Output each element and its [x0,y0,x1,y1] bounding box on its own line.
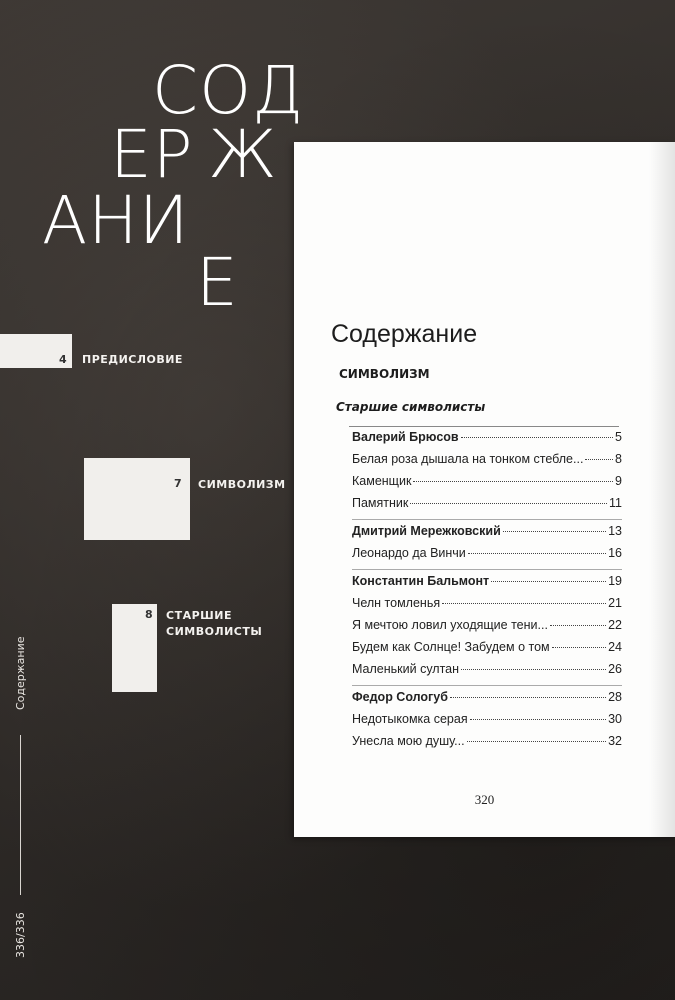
toc-entry-page: 26 [608,662,622,676]
paper-edge-shadow [649,142,675,837]
toc-entry[interactable] [352,712,622,730]
leader-dots [550,625,606,626]
side-nav-title: Содержание [14,636,27,710]
leader-dots [461,669,606,670]
toc-entry-page: 8 [615,452,622,466]
toc-section-heading: СИМВОЛИЗМ [339,367,430,381]
toc-entry-page: 21 [608,596,622,610]
toc-entry[interactable] [352,596,622,614]
toc-entry-author[interactable] [352,574,622,592]
toc-entry-page: 24 [608,640,622,654]
toc-entry[interactable] [352,474,622,492]
side-page-counter: 336/336 [14,912,27,958]
toc-entry-page: 32 [608,734,622,748]
leader-dots [468,553,606,554]
toc-author-divider [352,569,622,570]
toc-entry-name: Памятник [352,496,409,510]
toc-entry-name: Будем как Солнце! Забудем о том [352,640,550,654]
leader-dots [491,581,606,582]
section-number-symbolism: 7 [174,477,182,490]
toc-entry-page: 5 [615,430,622,444]
cover-title-line-2b: Ж [208,116,278,193]
toc-entry-name: Каменщик [352,474,412,488]
section-label-symbolism[interactable]: СИМВОЛИЗМ [198,478,286,491]
toc-entry-name: Леонардо да Винчи [352,546,466,560]
toc-entry[interactable] [352,662,622,680]
cover-title-line-1: СОД [152,52,305,129]
toc-entry-author[interactable] [352,430,622,448]
side-nav-divider [20,735,21,895]
toc-entry-author[interactable] [352,524,622,542]
toc-entry-page: 9 [615,474,622,488]
toc-entry-name: Константин Бальмонт [352,574,490,588]
toc-entry-page: 16 [608,546,622,560]
toc-entry[interactable] [352,618,622,636]
toc-author-divider [352,685,622,686]
toc-entry-name: Валерий Брюсов [352,430,459,444]
leader-dots [503,531,606,532]
toc-entry-author[interactable] [352,690,622,708]
toc-entry-name: Федор Сологуб [352,690,448,704]
cover-title-line-4: Е [196,244,239,321]
toc-entry[interactable] [352,546,622,564]
section-label-preface[interactable]: ПРЕДИСЛОВИЕ [82,353,183,366]
toc-entry[interactable] [352,734,622,752]
toc-entry-name: Дмитрий Мережковский [352,524,501,538]
toc-entry-page: 22 [608,618,622,632]
leader-dots [552,647,606,648]
section-number-preface: 4 [59,353,67,366]
leader-dots [470,719,607,720]
toc-entry-name: Унесла мою душу... [352,734,465,748]
toc-entry-name: Белая роза дышала на тонком стебле... [352,452,584,466]
toc-entry[interactable] [352,496,622,514]
toc-entry-page: 28 [608,690,622,704]
toc-entry-name: Недотыкомка серая [352,712,468,726]
toc-title: Содержание [331,320,478,348]
section-marker-symbolism [84,458,190,540]
leader-dots [467,741,607,742]
toc-entry-name: Я мечтою ловил уходящие тени... [352,618,548,632]
toc-paper-page [294,142,675,837]
leader-dots [410,503,607,504]
leader-dots [442,603,606,604]
toc-subsection-heading: Старшие символисты [336,400,486,414]
leader-dots [413,481,613,482]
section-label-elder-symbolists-1[interactable]: СТАРШИЕ [166,609,232,622]
page-number: 320 [474,792,495,807]
cover-title-line-2a: ЕР [110,116,194,193]
leader-dots [585,459,613,460]
toc-entry-page: 30 [608,712,622,726]
cover-title-line-3: АНИ [42,182,190,259]
toc-rule [349,426,619,427]
toc-author-divider [352,519,622,520]
section-label-elder-symbolists-2[interactable]: СИМВОЛИСТЫ [166,625,263,638]
leader-dots [450,697,606,698]
leader-dots [461,437,613,438]
toc-entry-page: 13 [608,524,622,538]
toc-entry-page: 11 [609,496,622,510]
toc-entry-page: 19 [608,574,622,588]
toc-entry[interactable] [352,452,622,470]
toc-entry-name: Маленький султан [352,662,460,676]
toc-entry[interactable] [352,640,622,658]
toc-entry-name: Челн томленья [352,596,441,610]
section-number-elder-symbolists: 8 [145,608,153,621]
